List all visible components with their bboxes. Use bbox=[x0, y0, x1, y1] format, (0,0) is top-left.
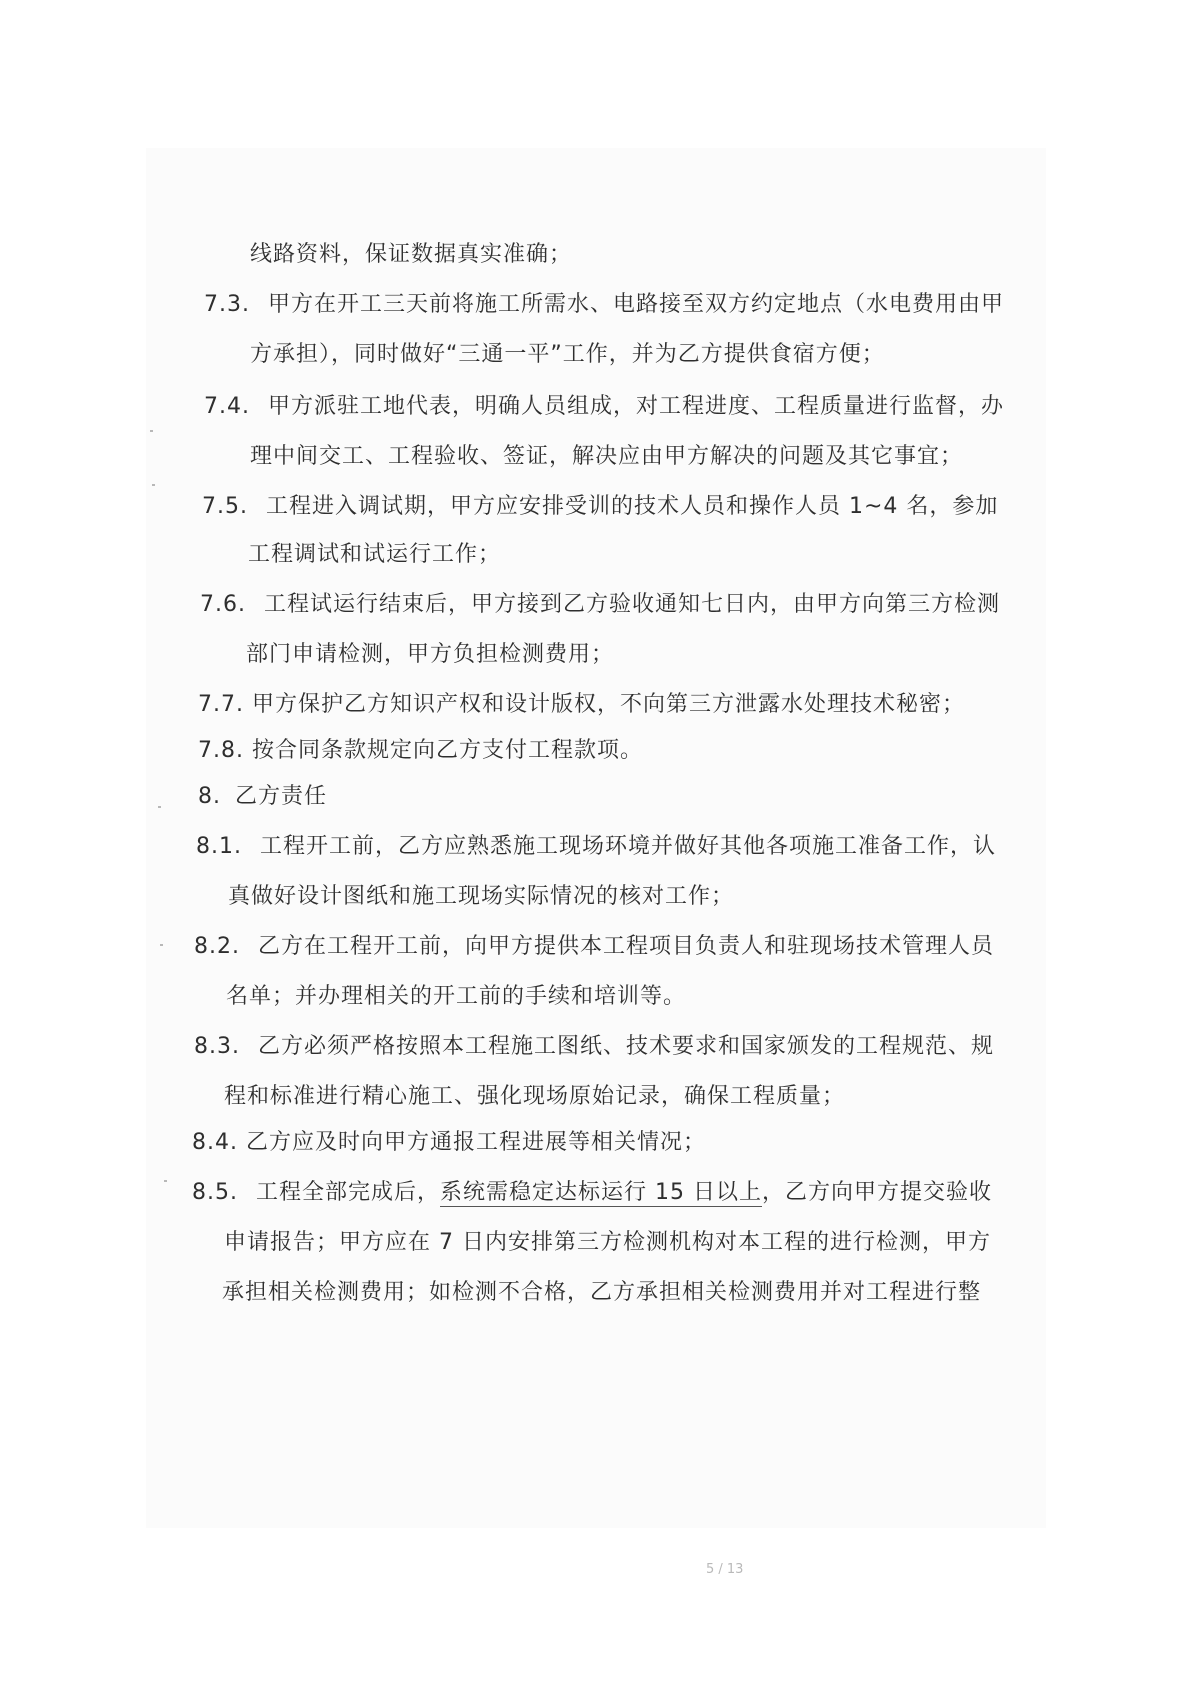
clause-7-6 bbox=[200, 590, 1000, 620]
text-line: 工程调试和试运行工作； bbox=[248, 542, 502, 567]
page-number: 5 / 13 bbox=[706, 1562, 744, 1577]
text-line: 承担相关检测费用；如检测不合格，乙方承担相关检测费用并对工程进行整 bbox=[222, 1280, 982, 1305]
clause-text: 乙方应及时向甲方通报工程进展等相关情况； bbox=[245, 1130, 706, 1155]
section-title: 乙方责任 bbox=[235, 784, 328, 809]
clause-7-8 bbox=[198, 736, 643, 766]
clause-number: 7.7. bbox=[198, 692, 244, 717]
clause-text: 工程全部完成后， bbox=[256, 1180, 441, 1205]
clause-text: 乙方在工程开工前，向甲方提供本工程项目负责人和驻现场技术管理人员 bbox=[258, 934, 995, 959]
clause-number: 8.3. bbox=[194, 1034, 240, 1059]
clause-text: 工程进入调试期，甲方应安排受训的技术人员和操作人员 1~4 名，参加 bbox=[266, 494, 999, 519]
text-line: 部门申请检测，甲方负担检测费用； bbox=[246, 642, 615, 667]
clause-8-4 bbox=[192, 1128, 706, 1158]
section-number: 8. bbox=[198, 784, 221, 809]
text-line: 名单；并办理相关的开工前的手续和培训等。 bbox=[226, 984, 687, 1009]
clause-7-4 bbox=[204, 392, 1004, 422]
scan-speck bbox=[164, 1180, 167, 1182]
clause-text: 乙方必须严格按照本工程施工图纸、技术要求和国家颁发的工程规范、规 bbox=[258, 1034, 995, 1059]
clause-7-7 bbox=[198, 690, 965, 720]
clause-number: 7.3. bbox=[204, 292, 250, 317]
clause-text: 工程试运行结束后，甲方接到乙方验收通知七日内，由甲方向第三方检测 bbox=[264, 592, 1001, 617]
clause-number: 7.8. bbox=[198, 738, 244, 763]
clause-text: 按合同条款规定向乙方支付工程款项。 bbox=[251, 738, 643, 763]
text-line: 方承担），同时做好“三通一平”工作，并为乙方提供食宿方便； bbox=[250, 342, 885, 367]
scan-speck bbox=[158, 806, 161, 808]
clause-number: 7.5. bbox=[202, 494, 248, 519]
text-line: 理中间交工、工程验收、签证，解决应由甲方解决的问题及其它事宜； bbox=[250, 444, 964, 469]
clause-number: 7.4. bbox=[204, 394, 250, 419]
clause-text: 甲方在开工三天前将施工所需水、电路接至双方约定地点（水电费用由甲 bbox=[268, 292, 1005, 317]
clause-7-3 bbox=[204, 290, 1004, 320]
scan-speck bbox=[152, 484, 155, 486]
clause-8-5 bbox=[192, 1178, 992, 1208]
text-line: 真做好设计图纸和施工现场实际情况的核对工作； bbox=[228, 884, 735, 909]
clause-text: ，乙方向甲方提交验收 bbox=[762, 1180, 993, 1205]
clause-text: 甲方保护乙方知识产权和设计版权，不向第三方泄露水处理技术秘密； bbox=[251, 692, 965, 717]
clause-7-5 bbox=[202, 492, 998, 522]
clause-text: 甲方派驻工地代表，明确人员组成，对工程进度、工程质量进行监督，办 bbox=[268, 394, 1005, 419]
text-line: 线路资料，保证数据真实准确； bbox=[250, 242, 573, 267]
clause-number: 8.2. bbox=[194, 934, 240, 959]
clause-8-3 bbox=[194, 1032, 994, 1062]
section-8-heading bbox=[198, 782, 327, 812]
clause-number: 8.5. bbox=[192, 1180, 238, 1205]
clause-number: 8.1. bbox=[196, 834, 242, 859]
scan-speck bbox=[160, 944, 163, 946]
text-line: 程和标准进行精心施工、强化现场原始记录，确保工程质量； bbox=[224, 1084, 846, 1109]
clause-text: 工程开工前，乙方应熟悉施工现场环境并做好其他各项施工准备工作，认 bbox=[260, 834, 997, 859]
clause-number: 8.4. bbox=[192, 1130, 238, 1155]
scanned-page bbox=[146, 148, 1046, 1577]
clause-8-1 bbox=[196, 832, 996, 862]
text-line: 申请报告；甲方应在 7 日内安排第三方检测机构对本工程的进行检测，甲方 bbox=[224, 1230, 991, 1255]
clause-8-2 bbox=[194, 932, 994, 962]
scan-speck bbox=[150, 430, 153, 432]
clause-number: 7.6. bbox=[200, 592, 246, 617]
underlined-text: 系统需稳定达标运行 15 日以上 bbox=[440, 1180, 762, 1205]
